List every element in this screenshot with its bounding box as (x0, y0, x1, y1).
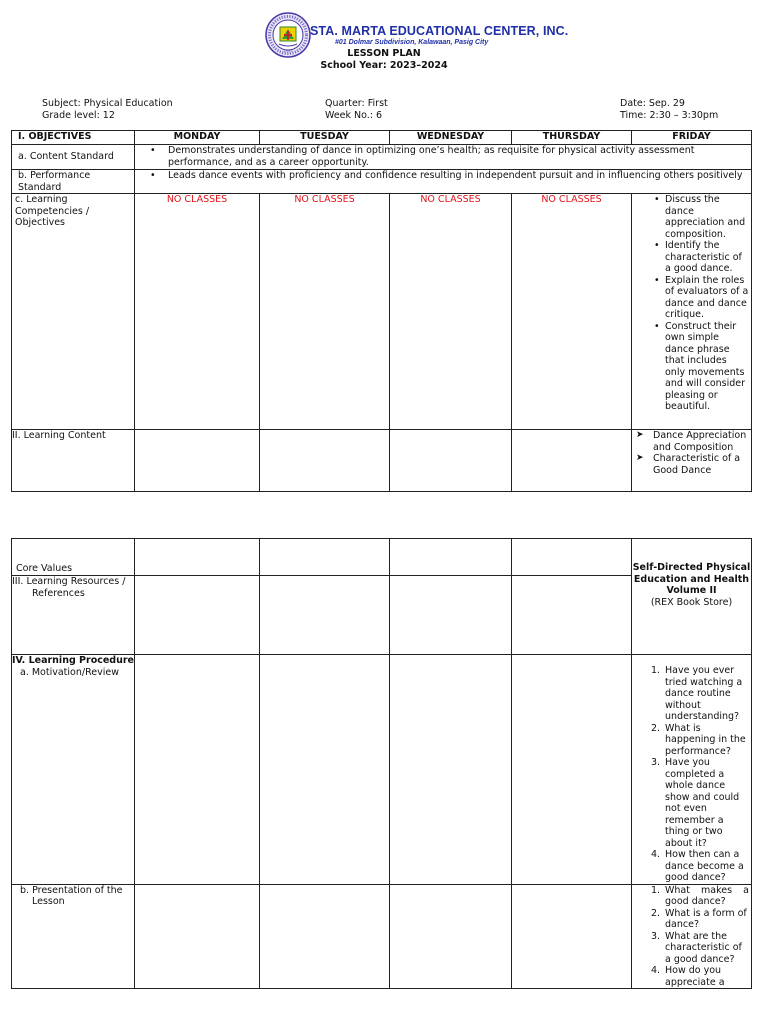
list-item: • Discuss the dance appreciation and composition. (632, 194, 751, 240)
motivation-list (632, 665, 751, 884)
list-number: 1. (651, 665, 661, 676)
monday-no-classes: NO CLASSES (135, 194, 260, 430)
list-item: • Construct their own simple dance phrase that includes only movements and will consider pleasing or beautiful. (632, 321, 751, 413)
list-item (632, 665, 751, 723)
time-text: Time: 2:30 – 3:30pm (620, 109, 719, 121)
procedure-row (12, 655, 752, 885)
core-values-label: Core Values (12, 539, 135, 576)
document-title: LESSON PLAN (347, 48, 421, 59)
empty-cell (135, 430, 260, 492)
motivation-question: Have you completed a whole dance show and could not even remember a thing or two about it? (665, 757, 740, 849)
header-thursday: THURSDAY (512, 131, 632, 145)
list-number: 2. (651, 722, 661, 734)
header-monday: MONDAY (135, 131, 260, 145)
empty-cell (135, 539, 260, 576)
content-topic: Characteristic of a Good Dance (653, 453, 741, 476)
wednesday-no-classes: NO CLASSES (390, 194, 512, 430)
empty-cell (260, 576, 390, 655)
list-item (632, 453, 751, 476)
presentation-question: What are the characteristic of a good dance? (665, 930, 742, 965)
motivation-question: How then can a dance become a good dance? (665, 849, 744, 883)
arrow-bullet-icon: ➤ (636, 430, 644, 440)
competencies-row (12, 194, 752, 430)
friday-motivation-cell (632, 655, 752, 885)
presentation-label: b. Presentation of the Lesson (20, 884, 123, 907)
list-item (632, 430, 751, 453)
content-standard-row (12, 145, 752, 170)
list-number: 4. (651, 849, 661, 860)
school-address: #01 Dolmar Subdivision, Kalawaan, Pasig City (335, 39, 489, 46)
friday-objectives-cell (632, 194, 752, 430)
header-wednesday: WEDNESDAY (390, 131, 512, 145)
list-number: 4. (651, 965, 661, 976)
empty-cell (512, 539, 632, 576)
list-item (632, 885, 751, 908)
list-number: 2. (651, 907, 661, 919)
presentation-list (632, 885, 751, 989)
resource-title: Self-Directed Physical Education and Health Volume II (632, 562, 751, 596)
procedure-label-cell (12, 655, 135, 885)
header-objectives: I. OBJECTIVES (12, 131, 135, 145)
competencies-label: c. Learning Competencies / Objectives (12, 194, 135, 430)
resources-label: III. Learning Resources / References (12, 576, 126, 599)
meta-date-block (620, 98, 718, 121)
header-tuesday: TUESDAY (260, 131, 390, 145)
thursday-no-classes: NO CLASSES (512, 194, 632, 430)
resource-publisher: (REX Book Store) (650, 596, 733, 608)
quarter-text: Quarter: First (325, 98, 388, 109)
tuesday-no-classes: NO CLASSES (260, 194, 390, 430)
list-item: • Explain the roles of evaluators of a dance and dance critique. (632, 275, 751, 321)
procedure-table (11, 538, 752, 989)
empty-cell (390, 655, 512, 885)
empty-cell (135, 655, 260, 885)
svg-text:1997: 1997 (283, 49, 293, 53)
presentation-row (12, 884, 752, 989)
date-text: Date: Sep. 29 (620, 98, 685, 109)
subject-text: Subject: Physical Education (42, 98, 173, 109)
learning-content-row (12, 430, 752, 492)
motivation-label: a. Motivation/Review (20, 666, 119, 678)
procedure-label: IV. Learning Procedure (12, 655, 135, 666)
motivation-question: What is happening in the performance? (665, 722, 746, 757)
list-item (632, 908, 751, 931)
empty-cell (135, 884, 260, 989)
performance-standard-label: b. Performance Standard (12, 170, 135, 194)
performance-standard-cell (135, 170, 752, 194)
empty-cell (390, 576, 512, 655)
core-values-row (12, 539, 752, 576)
school-name: STA. MARTA EDUCATIONAL CENTER, INC. (310, 24, 569, 38)
week-text: Week No.: 6 (325, 109, 383, 121)
empty-cell (512, 655, 632, 885)
content-standard-label: a. Content Standard (12, 145, 135, 170)
list-item (632, 723, 751, 758)
content-standard-cell (135, 145, 752, 170)
friday-content-cell (632, 430, 752, 492)
empty-cell (390, 539, 512, 576)
list-item (632, 757, 751, 849)
content-topic: Dance Appreciation and Composition (653, 430, 747, 453)
empty-cell (512, 430, 632, 492)
school-year: School Year: 2023–2024 (320, 60, 448, 71)
presentation-question: How do you appreciate a (665, 965, 725, 988)
table-header-row (12, 131, 752, 145)
list-item: • Identify the characteristic of a good dance. (632, 240, 751, 275)
empty-cell (390, 884, 512, 989)
resources-label-cell (12, 576, 135, 655)
header-friday: FRIDAY (632, 131, 752, 145)
friday-presentation-cell (632, 884, 752, 989)
list-number: 3. (651, 757, 661, 768)
list-number: 3. (651, 930, 661, 942)
friday-content-list (632, 430, 751, 476)
grade-text: Grade level: 12 (42, 109, 115, 121)
list-item (632, 849, 751, 884)
meta-quarter-block (325, 98, 388, 121)
presentation-label-cell (12, 884, 135, 989)
friday-resources-cell (632, 539, 752, 655)
list-number: 1. (651, 884, 661, 896)
performance-standard-row (12, 170, 752, 194)
empty-cell (512, 884, 632, 989)
presentation-question: What makes a good dance? (665, 884, 749, 907)
presentation-question: What is a form of dance? (665, 907, 747, 930)
empty-cell (390, 430, 512, 492)
empty-cell (135, 576, 260, 655)
list-item (632, 965, 751, 988)
motivation-question: Have you ever tried watching a dance routine without understanding? (665, 665, 743, 722)
empty-cell (260, 884, 390, 989)
empty-cell (260, 655, 390, 885)
performance-standard-text: • Leads dance events with proficiency and confidence resulting in independent pursuit and in influencing others positively (135, 170, 751, 182)
empty-cell (260, 430, 390, 492)
empty-cell (260, 539, 390, 576)
empty-cell (512, 576, 632, 655)
arrow-bullet-icon: ➤ (636, 453, 644, 463)
document-header (0, 10, 768, 80)
objectives-table (11, 130, 752, 492)
content-standard-text: • Demonstrates understanding of dance in optimizing one’s health; as requisite for physical activity assessment performance, and as a career opportunity. (135, 145, 751, 168)
friday-objectives-list (632, 194, 751, 413)
list-item (632, 931, 751, 966)
learning-content-label: II. Learning Content (12, 430, 135, 492)
meta-subject-block (42, 98, 173, 121)
